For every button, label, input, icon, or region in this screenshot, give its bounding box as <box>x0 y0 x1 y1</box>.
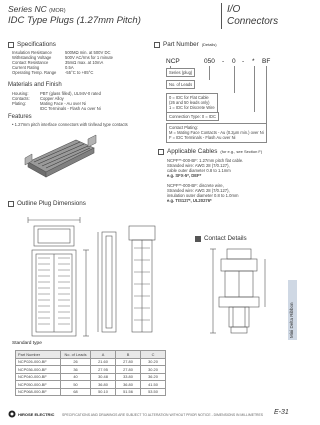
part-number-heading <box>154 41 217 48</box>
contact-details-heading-label: Contact Details <box>204 235 247 242</box>
section-square-icon <box>8 42 14 48</box>
section-square-icon <box>195 236 201 242</box>
section-square-icon <box>154 42 160 48</box>
table-cell: NCP040-000-BF <box>16 373 61 381</box>
pn-connector-line <box>254 66 255 112</box>
table-cell: 27.80 <box>116 366 141 374</box>
section-square-icon <box>8 201 14 207</box>
pn-plating-box <box>166 123 267 143</box>
side-tab <box>288 280 297 340</box>
table-row <box>16 381 166 389</box>
applicable-cables-heading <box>158 148 262 155</box>
table-row <box>16 388 166 396</box>
material-value: PBT (glass filled), UL94V-0 rated <box>40 91 101 96</box>
table-cell: 27.95 <box>91 366 116 374</box>
column-header: A <box>91 351 116 359</box>
table-cell: 21.60 <box>91 358 116 366</box>
spec-label: Insulation Resistance <box>12 50 52 55</box>
cable-line: e.g. SFX-5*, DEF* <box>167 173 202 178</box>
table-cell: 36.80 <box>116 381 141 389</box>
material-label <box>12 106 40 111</box>
table-cell: 33.80 <box>116 373 141 381</box>
material-label: Housing: <box>12 91 29 96</box>
table-row <box>16 358 166 366</box>
spec-value: 500V AC/rms for 1 minute <box>65 55 113 60</box>
table-cell: 50.10 <box>91 388 116 396</box>
spec-row <box>12 70 93 75</box>
material-value: IDC Terminals - Flash Au over Ni <box>40 106 101 111</box>
pn-type: 0 <box>232 58 236 65</box>
contact-drawing <box>205 245 280 340</box>
pn-connector-line <box>209 66 210 80</box>
spec-label: Withstanding Voltage <box>12 55 52 60</box>
contact-details-heading <box>195 235 247 242</box>
table-cell: 27.80 <box>116 358 141 366</box>
spec-value: 0.5A <box>65 65 74 70</box>
part-number-heading-sub: (Details) <box>201 42 217 47</box>
feature-item: • 1.27mm pitch interface connectors with tin/lead type contacts <box>12 122 128 127</box>
pn-type-line: (26 and 50 leads only) <box>169 100 210 106</box>
pn-type-line: 1 = IDC for Discrete Wire <box>169 105 215 111</box>
materials-heading-label: Materials and Finish <box>8 82 62 88</box>
table-cell: 40 <box>61 373 91 381</box>
feature-item-text: 1.27mm pitch interface connectors with tin/lead type contacts <box>14 122 128 127</box>
pn-sep-1: - <box>222 58 225 65</box>
page-number: E-31 <box>274 409 289 416</box>
material-value: Mating Face - Au over Ni <box>40 101 87 106</box>
section-square-icon <box>158 149 164 155</box>
spec-value: 500MΩ min. at 500V DC <box>65 50 111 55</box>
cable-line: Stranded wire: AWG 28 (7/0.127), <box>167 163 230 168</box>
column-header: No. of Leads <box>61 351 91 359</box>
part-number-heading-label: Part Number <box>163 41 199 48</box>
table-cell: NCP026-000-BF <box>16 358 61 366</box>
cable-line: cable outer diameter 0.8 to 1.1mm <box>167 168 231 173</box>
material-label: Plating: <box>12 101 26 106</box>
applicable-cables-heading-sub: (for e.g., see Section F) <box>220 149 263 154</box>
cable-line: Stranded wire: AWG 28 (7/0.127), <box>167 188 230 193</box>
table-cell: 36.80 <box>91 381 116 389</box>
spec-label: Operating Temp. Range <box>12 70 57 75</box>
category-line-2: Connectors <box>227 16 279 27</box>
features-heading <box>8 114 32 120</box>
category-line-1: I/O <box>227 4 241 15</box>
cable-line: NCPF**-000-BF: 1.27mm pitch flat cable. <box>167 158 244 163</box>
pn-type-line: 0 = IDC for Flat Cable <box>169 95 209 100</box>
table-cell: 68 <box>61 388 91 396</box>
table-cell: 26 <box>61 358 91 366</box>
table-cell: 50 <box>61 381 91 389</box>
specifications-heading <box>8 41 56 48</box>
series-title <box>8 4 66 14</box>
table-row <box>16 366 166 374</box>
cable-line: insulation outer diameter 0.8 to 1.0mm <box>167 193 239 198</box>
standard-type-heading: Standard type <box>12 341 42 346</box>
logo-icon <box>8 410 16 418</box>
series-name: Series NC <box>8 4 47 14</box>
pn-positions-box: No. of Leads <box>166 80 195 89</box>
pn-positions: 050 <box>204 58 215 65</box>
table-cell: 53.50 <box>141 388 166 396</box>
cable-line: e.g. TIS127*, UL20276* <box>167 198 212 203</box>
pn-plating: * <box>252 58 255 65</box>
cable-line: NCPF**-000-BF: discrete wire, <box>167 183 224 188</box>
pn-plating-line: M = Mating Face Contacts - Au (0.2μm min.) over Ni <box>169 130 264 136</box>
header-divider <box>221 3 222 29</box>
table-cell: NCP036-000-BF <box>16 366 61 374</box>
spec-label: Contact Resistance <box>12 60 49 65</box>
logo-text: HIROSE ELECTRIC <box>18 411 55 417</box>
table-cell: 30.20 <box>141 358 166 366</box>
material-row <box>12 106 101 111</box>
pn-plating-line: Contact Plating: <box>169 125 198 130</box>
column-header: Part Number <box>16 351 61 359</box>
table-cell: NCP068-000-BF <box>16 388 61 396</box>
column-header: B <box>116 351 141 359</box>
standard-type-table <box>15 350 166 396</box>
outline-heading <box>8 200 86 207</box>
pn-suffix: BF <box>262 58 271 65</box>
table-cell: 51.56 <box>116 388 141 396</box>
pn-contacts-box: Connection Type: 0 = IDC <box>166 112 219 121</box>
table-header-row <box>16 351 166 359</box>
pn-type-box <box>166 93 218 113</box>
materials-heading <box>8 82 62 88</box>
features-heading-label: Features <box>8 114 32 120</box>
plug-photo-image <box>20 130 100 182</box>
pn-prefix: NCP <box>166 58 180 65</box>
outline-heading-label: Outline Plug Dimensions <box>17 200 86 207</box>
table-cell: NCP050-000-BF <box>16 381 61 389</box>
material-value: Copper Alloy <box>40 96 64 101</box>
table-cell: 30.48 <box>91 373 116 381</box>
spec-label: Current Rating <box>12 65 40 70</box>
table-row <box>16 373 166 381</box>
pn-connector-line <box>234 66 235 93</box>
applicable-cables-heading-label: Applicable Cables <box>167 148 218 155</box>
column-header: C <box>141 351 166 359</box>
table-cell: 41.50 <box>141 381 166 389</box>
pn-plating-line: F = IDC Terminals - Flash Au over Ni <box>169 135 236 141</box>
outline-drawing <box>14 212 164 342</box>
pn-series-box: Series (plug) <box>166 68 195 77</box>
pn-sep-2: - <box>242 58 245 65</box>
pn-connector-line <box>266 66 267 123</box>
spec-value: -55°C to +85°C <box>65 70 94 75</box>
footer-disclaimer: SPECIFICATIONS AND DRAWINGS ARE SUBJECT TO ALTERATION WITHOUT PRIOR NOTICE - DIMENSIONS IN MILLIMETRES <box>62 413 264 417</box>
table-cell: 36.20 <box>141 373 166 381</box>
series-sub: (MOR) <box>49 8 66 14</box>
page-title: IDC Type Plugs (1.27mm Pitch) <box>8 15 141 26</box>
table-cell: 30.20 <box>141 366 166 374</box>
side-tab-label: Mini Delta Ribbon <box>289 302 294 338</box>
specifications-heading-label: Specifications <box>17 41 56 48</box>
material-label: Contacts: <box>12 96 30 101</box>
spec-value: 35mΩ max. at 10mA <box>65 60 104 65</box>
table-cell: 36 <box>61 366 91 374</box>
company-logo <box>8 410 54 418</box>
